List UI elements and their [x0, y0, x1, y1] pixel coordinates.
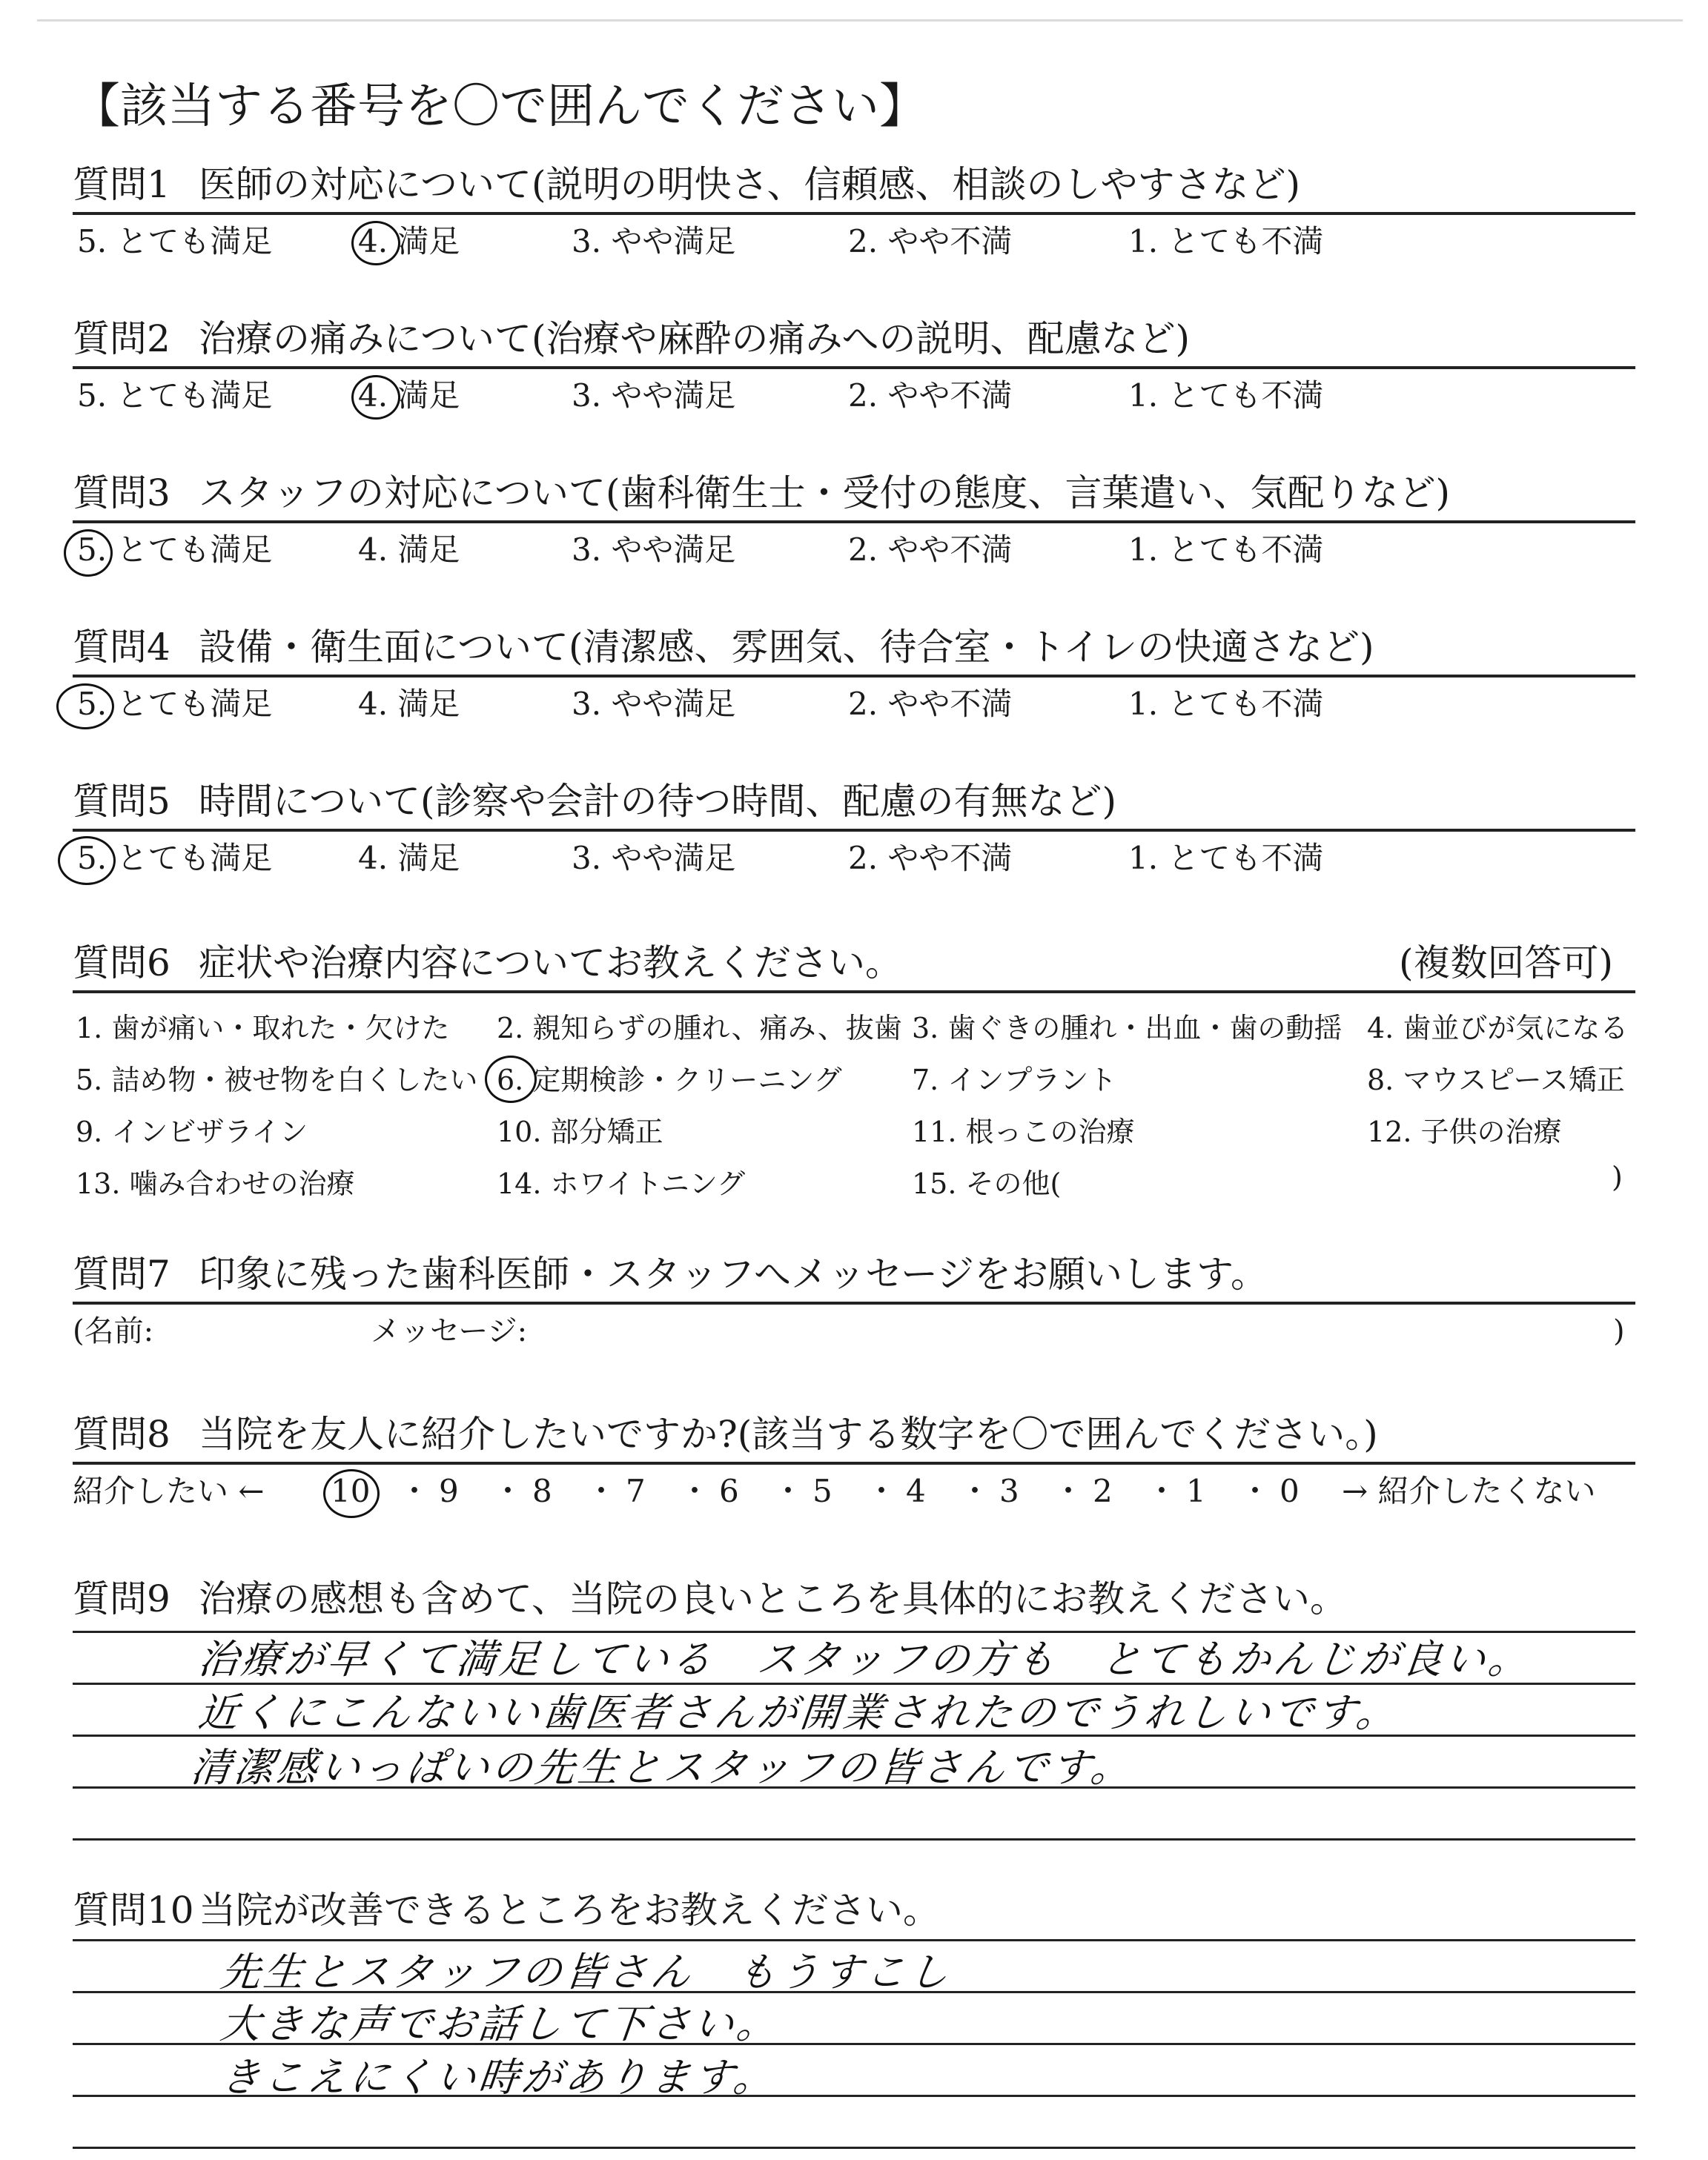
question-1	[73, 157, 1635, 268]
question-4	[73, 620, 1635, 731]
question-text: 当院を友人に紹介したいですか?(該当する数字を〇で囲んでください。)	[199, 1413, 1378, 1456]
option-2[interactable]: 2. やや不満	[848, 686, 1013, 722]
handwritten-answer-line: きこえにくい時があります。	[218, 2054, 779, 2101]
question-number: 質問7	[73, 1253, 171, 1296]
selection-circle	[56, 683, 114, 729]
question-5-heading	[73, 774, 1635, 832]
scale-5[interactable]: 5	[812, 1473, 833, 1509]
scale-left-label: 紹介したい ←	[73, 1473, 265, 1509]
option-2[interactable]: 2. やや不満	[848, 840, 1013, 876]
scale-7[interactable]: 7	[626, 1473, 646, 1509]
selection-circle	[323, 1469, 380, 1518]
question-9-heading	[73, 1571, 1635, 1626]
question-10	[73, 1883, 1635, 2160]
scale-0[interactable]: 0	[1280, 1473, 1300, 1509]
rating-options	[73, 523, 1635, 577]
scale-4[interactable]: 4	[906, 1473, 926, 1509]
option-13[interactable]: 13. 噛み合わせの治療	[76, 1167, 355, 1200]
option-3[interactable]: 3. やや満足	[572, 531, 736, 568]
question-6-heading	[73, 935, 1635, 993]
option-3[interactable]: 3. やや満足	[572, 686, 736, 722]
scale-dot: ・	[1239, 1473, 1271, 1509]
scale-dot: ・	[399, 1473, 431, 1509]
page-title: 【該当する番号を〇で囲んでください】	[73, 79, 927, 134]
question-1-heading	[73, 157, 1635, 215]
option-4[interactable]: 4. 満足	[358, 223, 460, 259]
handwritten-answer-line: 大きな声でお話して下さい。	[218, 2001, 782, 2047]
option-7[interactable]: 7. インプラント	[912, 1064, 1117, 1096]
question-text: スタッフの対応について(歯科衛生士・受付の態度、言葉遣い、気配りなど)	[199, 471, 1451, 514]
question-text: 印象に残った歯科医師・スタッフへメッセージをお願いします。	[199, 1253, 1268, 1296]
scale-dot: ・	[1053, 1473, 1085, 1509]
option-1[interactable]: 1. とても不満	[1128, 531, 1324, 568]
option-1[interactable]: 1. とても不満	[1128, 223, 1324, 259]
option-15[interactable]: 15. その他(	[912, 1167, 1062, 1200]
handwritten-answer-line: 清潔感いっぱいの先生とスタッフの皆さんです。	[188, 1744, 1136, 1791]
option-2[interactable]: 2. やや不満	[848, 223, 1013, 259]
answer-area	[73, 1626, 1635, 1908]
question-number: 質問2	[73, 317, 171, 360]
close-paren: )	[1613, 1314, 1625, 1348]
option-1[interactable]: 1. とても不満	[1128, 686, 1324, 722]
scale-dot: ・	[492, 1473, 524, 1509]
scale-dot: ・	[772, 1473, 804, 1509]
question-text: 設備・衛生面について(清潔感、雰囲気、待合室・トイレの快適さなど)	[199, 626, 1374, 669]
rating-options	[73, 369, 1635, 423]
question-number: 質問8	[73, 1413, 171, 1456]
option-1[interactable]: 1. とても不満	[1128, 377, 1324, 414]
scale-dot: ・	[959, 1473, 991, 1509]
question-number: 質問6	[73, 941, 171, 984]
top-edge-line	[37, 19, 1683, 21]
question-number: 質問5	[73, 780, 171, 823]
question-text: 当院が改善できるところをお教えください。	[199, 1889, 940, 1932]
option-1[interactable]: 1. 歯が痛い・取れた・欠けた	[76, 1012, 450, 1044]
option-3[interactable]: 3. やや満足	[572, 377, 736, 414]
option-2[interactable]: 2. やや不満	[848, 531, 1013, 568]
option-15-close-paren: )	[1612, 1161, 1623, 1193]
question-text: 医師の対応について(説明の明快さ、信頼感、相談のしやすさなど)	[199, 163, 1301, 206]
question-2-heading	[73, 311, 1635, 369]
question-text: 症状や治療内容についてお教えください。	[199, 941, 902, 984]
recommend-scale	[73, 1465, 1635, 1518]
question-10-heading	[73, 1883, 1635, 1938]
scale-dot: ・	[679, 1473, 711, 1509]
scale-6[interactable]: 6	[719, 1473, 739, 1509]
message-fields	[73, 1305, 1635, 1358]
option-3[interactable]: 3. 歯ぐきの腫れ・出血・歯の動揺	[912, 1012, 1343, 1044]
name-label: (名前:	[73, 1314, 154, 1348]
selection-circle	[58, 836, 116, 885]
question-6	[73, 935, 1635, 1208]
option-2[interactable]: 2. やや不満	[848, 377, 1013, 414]
question-3	[73, 466, 1635, 577]
option-4[interactable]: 4. 満足	[358, 531, 460, 568]
handwritten-answer-line: 近くにこんないい歯医者さんが開業されたのでうれしいです。	[196, 1689, 1402, 1736]
scale-3[interactable]: 3	[999, 1473, 1019, 1509]
question-2	[73, 311, 1635, 423]
scale-1[interactable]: 1	[1186, 1473, 1206, 1509]
selection-circle	[351, 221, 400, 265]
question-number: 質問4	[73, 626, 171, 669]
option-4[interactable]: 4. 満足	[358, 840, 460, 876]
option-5[interactable]: 5. とても満足	[77, 531, 273, 568]
question-9	[73, 1571, 1635, 1908]
question-number: 質問9	[73, 1577, 171, 1620]
option-11[interactable]: 11. 根っこの治療	[912, 1116, 1135, 1148]
question-number: 質問3	[73, 471, 171, 514]
scale-right-label: → 紹介したくない	[1342, 1473, 1596, 1509]
rating-options	[73, 215, 1635, 268]
option-14[interactable]: 14. ホワイトニング	[497, 1167, 746, 1200]
option-5[interactable]: 5. とても満足	[77, 686, 273, 722]
scale-10[interactable]: 10	[331, 1473, 371, 1509]
option-2[interactable]: 2. 親知らずの腫れ、痛み、抜歯	[497, 1012, 902, 1044]
scale-8[interactable]: 8	[532, 1473, 552, 1509]
option-3[interactable]: 3. やや満足	[572, 223, 736, 259]
question-text: 治療の感想も含めて、当院の良いところを具体的にお教えください。	[199, 1577, 1347, 1620]
option-5[interactable]: 5. とても満足	[77, 840, 273, 876]
answer-line	[73, 2147, 1635, 2149]
option-8[interactable]: 8. マウスピース矯正	[1367, 1064, 1625, 1096]
question-8-heading	[73, 1407, 1635, 1465]
selection-circle	[485, 1056, 537, 1103]
message-label: メッセージ:	[371, 1314, 528, 1348]
question-number: 質問1	[73, 163, 171, 206]
question-5	[73, 774, 1635, 885]
question-text: 治療の痛みについて(治療や麻酔の痛みへの説明、配慮など)	[199, 317, 1191, 360]
question-7	[73, 1247, 1635, 1358]
scale-dot: ・	[1146, 1473, 1178, 1509]
option-3[interactable]: 3. やや満足	[572, 840, 736, 876]
option-4[interactable]: 4. 満足	[358, 686, 460, 722]
option-12[interactable]: 12. 子供の治療	[1367, 1116, 1562, 1148]
scale-dot: ・	[586, 1473, 618, 1509]
answer-area	[73, 1938, 1635, 2160]
selection-circle	[64, 529, 113, 577]
scale-2[interactable]: 2	[1093, 1473, 1113, 1509]
question-3-heading	[73, 466, 1635, 523]
selection-circle	[351, 375, 400, 420]
question-7-heading	[73, 1247, 1635, 1305]
handwritten-answer-line: 治療が早くて満足している スタッフの方も とてもかんじが良い。	[196, 1636, 1534, 1683]
question-number: 質問10	[73, 1889, 194, 1932]
question-4-heading	[73, 620, 1635, 678]
multiple-answers-note: (複数回答可)	[1398, 941, 1613, 984]
handwritten-answer-line: 先生とスタッフの皆さん もうすこし	[218, 1949, 954, 1995]
option-1[interactable]: 1. とても不満	[1128, 840, 1324, 876]
option-4[interactable]: 4. 歯並びが気になる	[1367, 1012, 1629, 1044]
option-4[interactable]: 4. 満足	[358, 377, 460, 414]
option-9[interactable]: 9. インビザライン	[76, 1116, 308, 1148]
answer-line	[73, 1838, 1635, 1841]
option-10[interactable]: 10. 部分矯正	[497, 1116, 663, 1148]
rating-options	[73, 678, 1635, 731]
treatment-options	[73, 993, 1635, 1208]
option-5[interactable]: 5. 詰め物・被せ物を白くしたい	[76, 1064, 478, 1096]
question-8	[73, 1407, 1635, 1518]
option-6[interactable]: 6. 定期検診・クリーニング	[497, 1064, 842, 1096]
rating-options	[73, 832, 1635, 885]
scale-dot: ・	[866, 1473, 898, 1509]
option-5[interactable]: 5. とても満足	[77, 223, 273, 259]
scale-9[interactable]: 9	[439, 1473, 459, 1509]
option-5[interactable]: 5. とても満足	[77, 377, 273, 414]
question-text: 時間について(診察や会計の待つ時間、配慮の有無など)	[199, 780, 1117, 823]
